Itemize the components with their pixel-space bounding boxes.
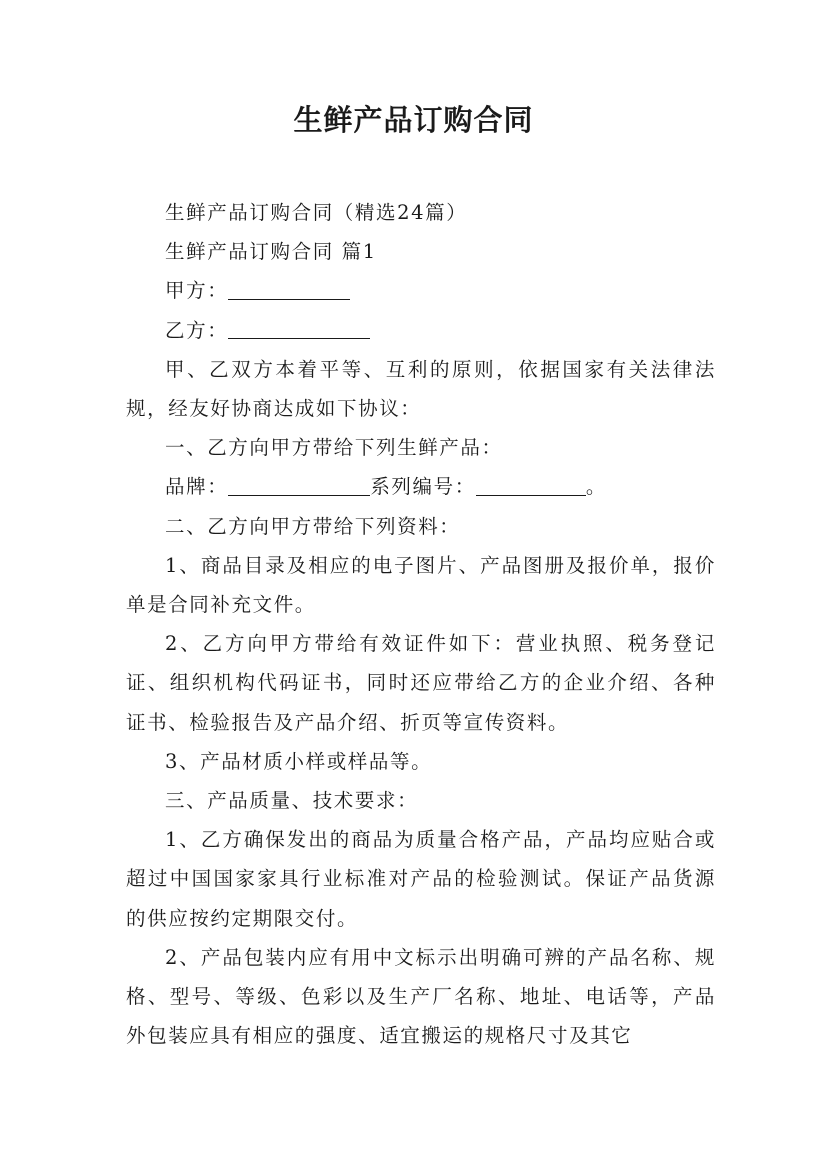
party-a-label: 甲方： xyxy=(165,279,229,303)
series-label: 系列编号： xyxy=(370,475,476,499)
series-end: 。 xyxy=(585,475,607,499)
brand-label: 品牌： xyxy=(165,475,229,499)
party-b-blank xyxy=(228,317,370,338)
clause1-heading: 一、乙方向甲方带给下列生鲜产品： xyxy=(165,436,503,460)
party-a-line xyxy=(126,271,716,310)
clause3-item1: 1、乙方确保发出的商品为质量合格产品，产品均应贴合或超过中国国家家具行业标准对产品的检验测试。保证产品货源的供应按约定期限交付。 xyxy=(126,828,716,930)
series-blank xyxy=(476,474,586,495)
document-subtitle: 生鲜产品订购合同（精选24篇） xyxy=(165,201,468,224)
party-b-line xyxy=(126,311,716,350)
intro-paragraph: 甲、乙双方本着平等、互利的原则，依据国家有关法律法规，经友好协商达成如下协议： xyxy=(126,357,716,421)
brand-blank xyxy=(228,474,370,495)
party-a-blank xyxy=(228,278,350,299)
clause2-heading: 二、乙方向甲方带给下列资料： xyxy=(165,514,461,538)
section-heading: 生鲜产品订购合同 篇1 xyxy=(165,240,377,264)
clause3-item2: 2、产品包装内应有用中文标示出明确可辨的产品名称、规格、型号、等级、色彩以及生产厂名称、地址、电话等，产品外包装应具有相应的强度、适宜搬运的规格尺寸及其它 xyxy=(126,945,716,1048)
document-title: 生鲜产品订购合同 xyxy=(293,103,534,137)
clause3-heading: 三、产品质量、技术要求： xyxy=(165,789,419,813)
clause2-item1: 1、商品目录及相应的电子图片、产品图册及报价单，报价单是合同补充文件。 xyxy=(126,553,716,617)
party-b-label: 乙方： xyxy=(165,318,229,342)
brand-line xyxy=(126,467,716,506)
document-body xyxy=(126,193,716,1055)
clause2-item2: 2、乙方向甲方带给有效证件如下：营业执照、税务登记证、组织机构代码证书，同时还应带给乙方的企业介绍、各种证书、检验报告及产品介绍、折页等宣传资料。 xyxy=(126,632,716,734)
clause2-item3: 3、产品材质小样或样品等。 xyxy=(165,749,433,773)
